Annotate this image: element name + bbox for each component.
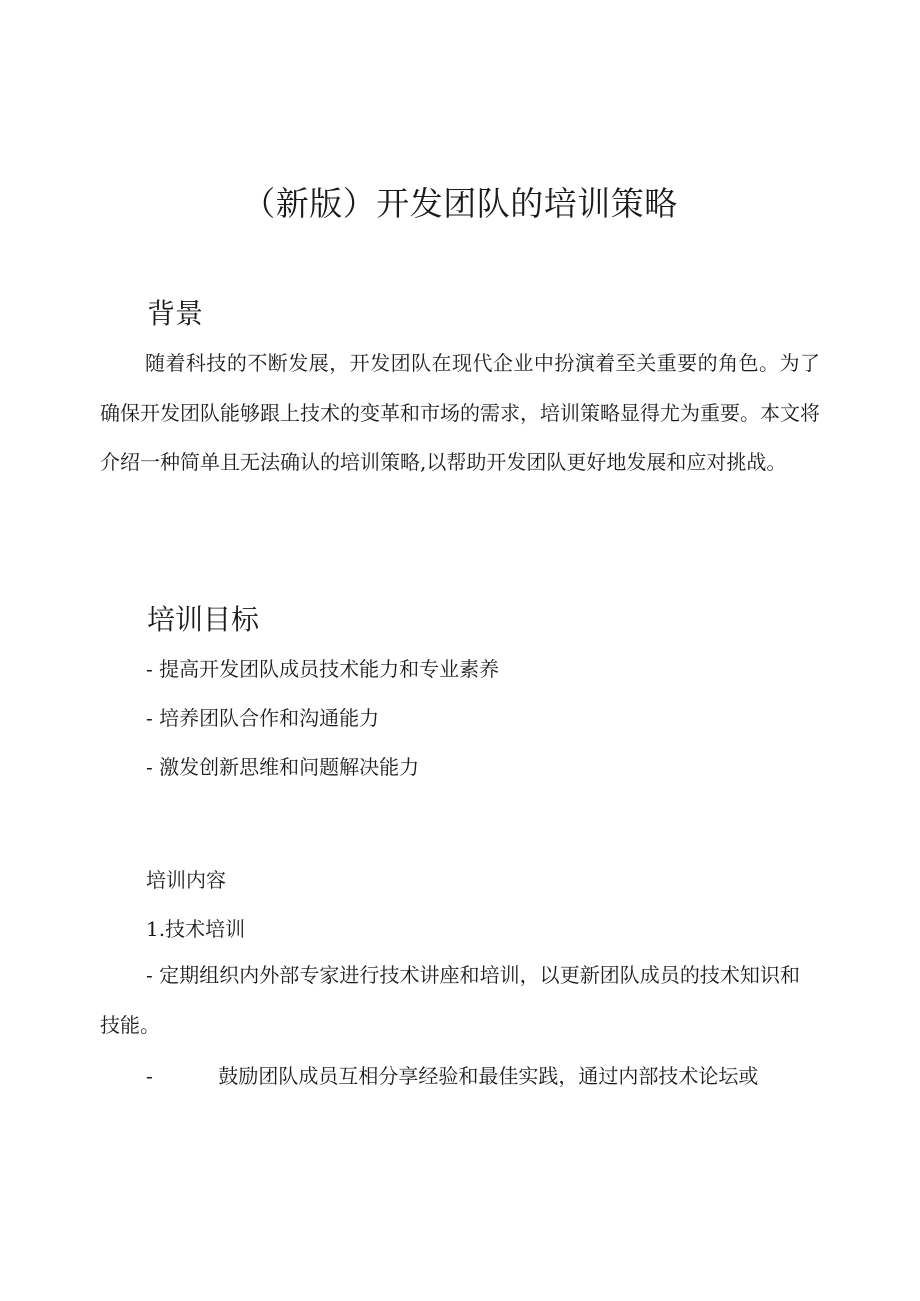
goal-item	[146, 752, 419, 782]
list-dash: -	[146, 706, 153, 730]
list-dash: -	[146, 1064, 153, 1088]
list-dash: -	[146, 657, 153, 681]
document-title: （新版）开发团队的培训策略	[242, 184, 678, 223]
content-heading: 培训内容	[146, 868, 226, 892]
section-1-item-2	[146, 1061, 758, 1091]
goal-item-text: 提高开发团队成员技术能力和专业素养	[159, 657, 500, 681]
goal-item	[146, 654, 499, 684]
goal-item-text: 培养团队合作和沟通能力	[159, 706, 380, 730]
list-dash: -	[146, 755, 153, 779]
goals-heading: 培训目标	[147, 603, 260, 636]
section-1-title: 1.技术培训	[146, 917, 246, 941]
section-1-item-1: - 定期组织内外部专家进行技术讲座和培训，以更新团队成员的技术知识和技能。	[100, 963, 800, 1037]
goal-item-text: 激发创新思维和问题解决能力	[159, 755, 420, 779]
background-paragraph: 随着科技的不断发展，开发团队在现代企业中扮演着至关重要的角色。为了确保开发团队能够跟上技术的变革和市场的需求，培训策略显得尤为重要。本文将介绍一种简单且无法确认的培训策略,以帮助开发团队更好地发展和应对挑战。	[100, 351, 820, 474]
section-1-item-2-text: 鼓励团队成员互相分享经验和最佳实践，通过内部技术论坛或	[218, 1064, 759, 1088]
goal-item	[146, 703, 379, 733]
background-heading: 背景	[147, 297, 204, 330]
